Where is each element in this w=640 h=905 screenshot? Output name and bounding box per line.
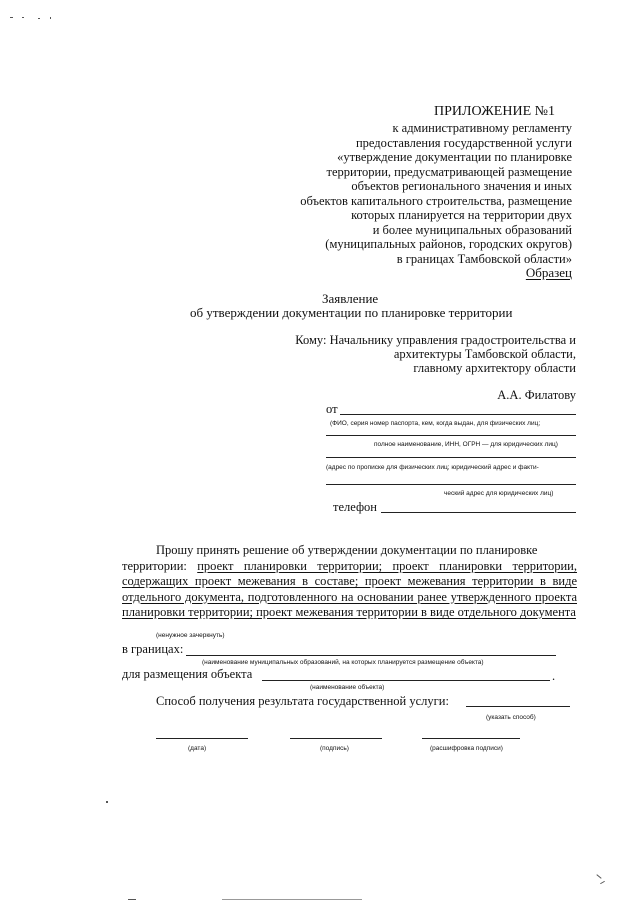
bounds-label: в границах:	[122, 642, 184, 656]
from-field[interactable]	[326, 435, 576, 436]
date-hint: (дата)	[188, 745, 207, 752]
signature-field[interactable]	[290, 738, 382, 739]
header-line: объектов регионального значения и иных	[351, 179, 572, 193]
object-field[interactable]	[262, 680, 550, 681]
regulation-header	[300, 121, 572, 266]
header-line: предоставления государственной услуги	[355, 135, 572, 150]
address-hint: ческий адрес для юридических лиц)	[444, 490, 554, 497]
phone-field[interactable]	[381, 512, 576, 513]
territory-word: территории:	[122, 558, 187, 573]
object-label: для размещения объекта	[122, 667, 253, 681]
scan-speck	[50, 17, 51, 19]
scan-speck	[106, 801, 108, 803]
strike-hint: (ненужное зачеркнуть)	[156, 632, 225, 639]
signature-hint: (подпись)	[320, 745, 349, 752]
address-field[interactable]	[326, 457, 576, 458]
appendix-title: ПРИЛОЖЕНИЕ №1	[434, 104, 555, 119]
signature-decode-field[interactable]	[422, 738, 520, 739]
address-field[interactable]	[326, 484, 576, 485]
method-field[interactable]	[466, 706, 570, 707]
addressee-name: А.А. Филатову	[497, 388, 576, 402]
header-line: территории, предусматривающей размещение	[326, 164, 572, 179]
object-hint: (наименование объекта)	[310, 684, 385, 691]
from-hint: (ФИО, серия номер паспорта, кем, когда выдан, для физических лиц;	[330, 420, 541, 427]
request-intro: Прошу принять решение об утверждении документации по планировке	[156, 543, 538, 557]
scan-speck	[22, 17, 24, 18]
header-line: «утверждение документации по планировке	[337, 150, 572, 164]
scan-speck	[38, 18, 40, 19]
request-paragraph	[122, 543, 577, 621]
from-hint: полное наименование, ИНН, ОГРН — для юридических лиц)	[374, 441, 558, 448]
object-period: .	[552, 669, 556, 683]
bounds-field[interactable]	[186, 655, 556, 656]
scan-speck	[128, 899, 136, 900]
address-hint: (адрес по прописке для физических лиц; юридический адрес и факти-	[326, 464, 539, 471]
header-line: которых планируется на территории двух	[351, 208, 572, 222]
request-options	[122, 559, 577, 621]
header-line: объектов капитального строительства, размещение	[300, 193, 572, 208]
header-line: и более муниципальных образований	[372, 222, 572, 237]
document-subtitle: об утверждении документации по планировке территории	[190, 305, 513, 320]
scan-speck	[596, 874, 601, 879]
header-line: к административному регламенту	[392, 121, 572, 135]
addressee-line: Кому: Начальнику управления градостроительства и	[295, 333, 576, 347]
bounds-hint: (наименование муниципальных образований, на которых планируется размещение объекта)	[202, 659, 484, 666]
from-field[interactable]	[340, 414, 576, 415]
document-type-options[interactable]: проект планировки территории; проект планировки территории, содержащих проект межевания в составе; проект межевания территории в виде отдельного документа, подготовленного на основании ранее утвержденного проекта планировки территории; проект межевания территории в виде отдельного документа	[122, 558, 577, 619]
addressee-line: главному архитектору области	[413, 361, 576, 375]
header-line: (муниципальных районов, городских округов)	[325, 237, 572, 251]
addressee-line: архитектуры Тамбовской области,	[393, 347, 576, 361]
scan-speck	[10, 17, 13, 18]
signature-decode-hint: (расшифровка подписи)	[430, 745, 503, 752]
document-title: Заявление	[322, 291, 379, 306]
scan-speck	[600, 881, 605, 884]
scan-speck	[222, 899, 362, 900]
header-line: в границах Тамбовской области»	[396, 251, 572, 266]
from-label: от	[326, 402, 338, 416]
method-label: Способ получения результата государственной услуги:	[156, 694, 449, 708]
sample-label: Образец	[525, 265, 572, 280]
date-field[interactable]	[156, 738, 248, 739]
phone-label: телефон	[333, 500, 377, 514]
method-hint: (указать способ)	[486, 714, 536, 721]
